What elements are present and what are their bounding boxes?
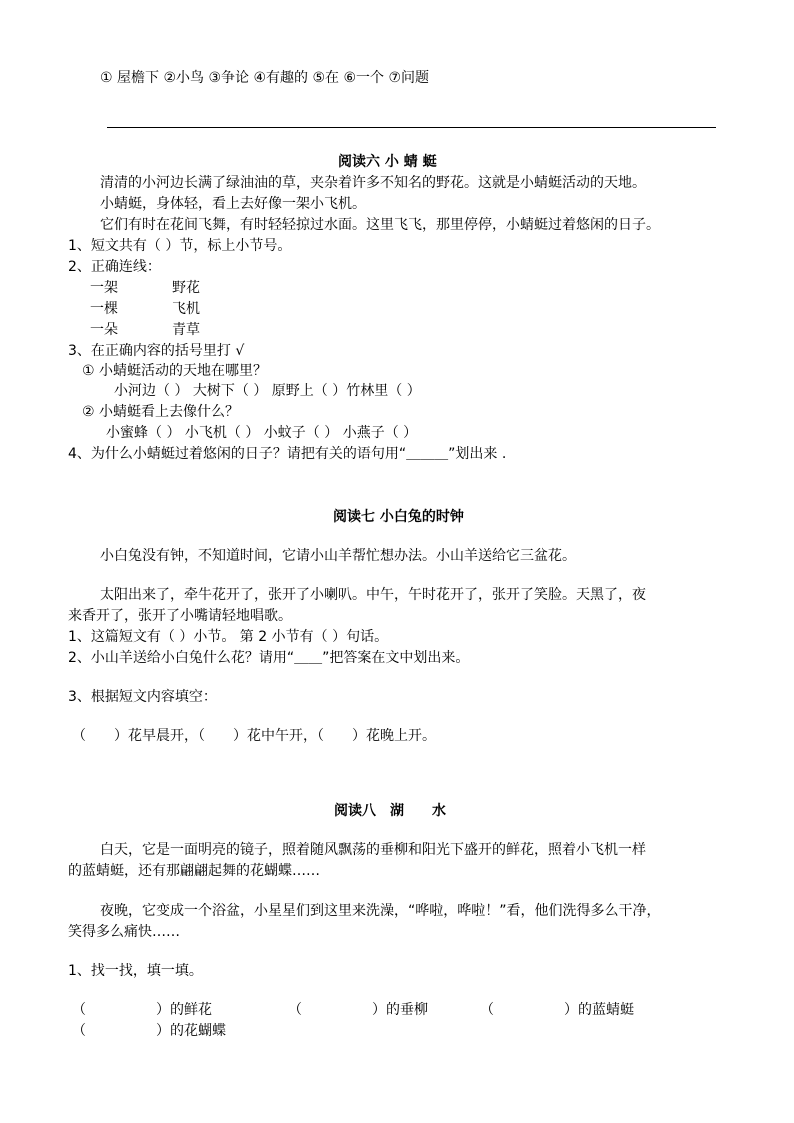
reading7-question-1: 1、这篇短文有（ ）小节。 第 2 小节有（ ）句话。	[68, 629, 389, 645]
reading8-question-1: 1、找一找，填一填。	[68, 963, 203, 979]
reading8-fill-4: （ ）的花蝴蝶	[72, 1023, 226, 1039]
reading8-fill-3: （ ）的蓝蜻蜓	[480, 1002, 634, 1018]
match-left-2: 一棵	[90, 301, 118, 317]
reading7-paragraph-1: 小白兔没有钟，不知道时间，它请小山羊帮忙想办法。小山羊送给它三盆花。	[100, 548, 576, 564]
reading6-question-3b-options: 小蜜蜂（ ） 小飞机（ ） 小蚊子（ ） 小燕子（ ）	[106, 425, 418, 441]
reading7-fill-blanks: （ ）花早晨开，（ ）花中午开，（ ）花晚上开。	[72, 728, 436, 744]
section-divider	[107, 127, 716, 128]
reading7-paragraph-2b: 来香开了，张开了小嘴请轻地唱歌。	[68, 608, 292, 624]
match-left-1: 一架	[90, 280, 118, 296]
reading6-paragraph-2: 小蜻蜓，身体轻，看上去好像一架小飞机。	[100, 196, 366, 212]
reading6-title: 阅读六 小 蜻 蜓	[338, 154, 437, 170]
reading7-question-2: 2、小山羊送给小白兔什么花？请用“＿＿”把答案在文中划出来。	[68, 650, 470, 666]
reading6-question-4: 4、为什么小蜻蜓过着悠闲的日子？请把有关的语句用“＿＿＿”划出来 .	[68, 446, 507, 462]
match-right-1: 野花	[172, 280, 200, 296]
reading8-paragraph-1b: 的蓝蜻蜓，还有那翩翩起舞的花蝴蝶……	[68, 863, 320, 879]
reading6-question-3: 3、在正确内容的括号里打 √	[68, 343, 245, 359]
reading6-paragraph-1: 清清的小河边长满了绿油油的草，夹杂着许多不知名的野花。这就是小蜻蜓活动的天地。	[100, 175, 646, 191]
reading7-paragraph-2a: 太阳出来了，牵牛花开了，张开了小喇叭。中午，午时花开了，张开了笑脸。天黑了，夜	[100, 587, 646, 603]
reading6-question-2: 2、正确连线：	[68, 259, 161, 275]
reading6-paragraph-3: 它们有时在花间飞舞，有时轻轻掠过水面。这里飞飞，那里停停，小蜻蜓过着悠闲的日子。	[100, 217, 660, 233]
reading8-fill-2: （ ）的垂柳	[288, 1002, 428, 1018]
word-options: ① 屋檐下 ②小鸟 ③争论 ④有趣的 ⑤在 ⑥一个 ⑦问题	[100, 70, 430, 86]
reading6-question-3a: ① 小蜻蜓活动的天地在哪里？	[82, 363, 268, 379]
match-right-2: 飞机	[172, 301, 200, 317]
reading8-paragraph-2b: 笑得多么痛快……	[68, 924, 180, 940]
reading6-question-3b: ② 小蜻蜓看上去像什么？	[82, 404, 240, 420]
reading7-title: 阅读七 小白兔的时钟	[333, 509, 464, 525]
reading8-fill-1: （ ）的鲜花	[72, 1002, 212, 1018]
match-left-3: 一朵	[90, 322, 118, 338]
reading8-paragraph-1a: 白天，它是一面明亮的镜子，照着随风飘荡的垂柳和阳光下盛开的鲜花，照着小飞机一样	[100, 842, 646, 858]
match-right-3: 青草	[172, 322, 200, 338]
reading8-paragraph-2a: 夜晚，它变成一个浴盆，小星星们到这里来洗澡，“哗啦，哗啦！”看，他们洗得多么干净，	[100, 903, 661, 919]
reading6-question-3a-options: 小河边（ ） 大树下（ ） 原野上（ ）竹林里（ ）	[114, 383, 421, 399]
reading6-question-1: 1、短文共有（ ）节，标上小节号。	[68, 238, 292, 254]
reading7-question-3: 3、根据短文内容填空：	[68, 689, 217, 705]
reading8-title: 阅读八 湖 水	[334, 803, 446, 819]
